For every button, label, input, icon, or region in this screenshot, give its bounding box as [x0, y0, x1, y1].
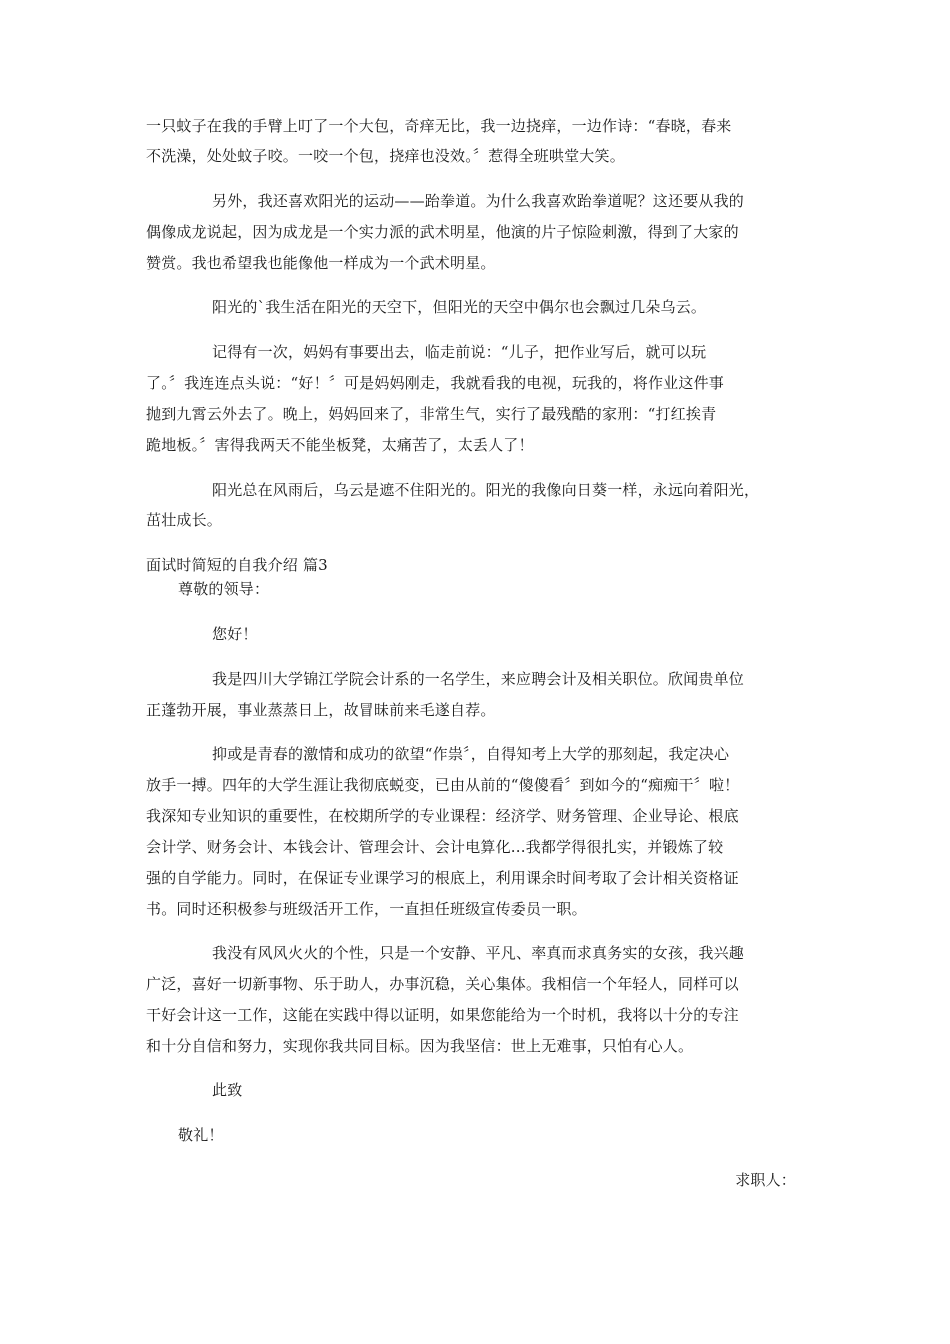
signature-label: 求职人：	[735, 1171, 796, 1189]
section-heading: 面试时简短的自我介绍 篇3	[146, 556, 328, 574]
text-line: 广泛，喜好一切新事物、乐于助人，办事沉稳，关心集体。我相信一个年轻人，同样可以	[146, 975, 739, 993]
paragraph-start: 抑或是青春的激情和成功的欲望“作祟〞，自得知考上大学的那刻起，我定决心	[212, 745, 730, 763]
text-line: 赞赏。我也希望我也能像他一样成为一个武术明星。	[146, 254, 496, 272]
greeting: 您好！	[212, 625, 258, 643]
text-line: 干好会计这一工作，这能在实践中得以证明，如果您能给为一个时机，我将以十分的专注	[146, 1006, 739, 1024]
paragraph-start: 阳光总在风雨后，乌云是遮不住阳光的。阳光的我像向日葵一样，永远向着阳光，	[212, 481, 760, 499]
text-line: 我深知专业知识的重要性，在校期所学的专业课程：经济学、财务管理、企业导论、根底	[146, 807, 739, 825]
paragraph-start: 阳光的`我生活在阳光的天空下，但阳光的天空中偶尔也会飘过几朵乌云。	[212, 298, 707, 316]
closing-line: 此致	[212, 1081, 243, 1099]
text-line: 强的自学能力。同时，在保证专业课学习的根底上，利用课余时间考取了会计相关资格证	[146, 869, 739, 887]
text-line: 会计学、财务会计、本钱会计、管理会计、会计电算化...我都学得很扎实，并锻炼了较	[146, 838, 724, 856]
paragraph-start: 我没有风风火火的个性，只是一个安静、平凡、率真而求真务实的女孩，我兴趣	[212, 944, 745, 962]
text-line: 书。同时还积极参与班级活开工作，一直担任班级宣传委员一职。	[146, 900, 587, 918]
text-line: 和十分自信和努力，实现你我共同目标。因为我坚信：世上无难事，只怕有心人。	[146, 1037, 694, 1055]
text-line: 偶像成龙说起，因为成龙是一个实力派的武术明星，他演的片子惊险刺激，得到了大家的	[146, 223, 739, 241]
text-line: 放手一搏。四年的大学生涯让我彻底蜕变，已由从前的“傻傻看〞到如今的“痴痴干〞啦！	[146, 776, 740, 794]
text-line: 茁壮成长。	[146, 511, 223, 529]
text-line: 跪地板。〞害得我两天不能坐板凳，太痛苦了，太丢人了！	[146, 436, 534, 454]
paragraph-start: 记得有一次，妈妈有事要出去，临走前说：“儿子，把作业写后，就可以玩	[212, 343, 707, 361]
paragraph-start: 我是四川大学锦江学院会计系的一名学生，来应聘会计及相关职位。欣闻贵单位	[212, 670, 745, 688]
text-line: 正蓬勃开展，事业蒸蒸日上，故冒昧前来毛遂自荐。	[146, 701, 496, 719]
salutation: 尊敬的领导：	[178, 580, 270, 598]
paragraph-start: 另外，我还喜欢阳光的运动——跆拳道。为什么我喜欢跆拳道呢？这还要从我的	[212, 192, 745, 210]
text-line: 一只蚊子在我的手臂上叮了一个大包，奇痒无比，我一边挠痒，一边作诗：“春晓，春来	[146, 117, 732, 135]
text-line: 不洗澡，处处蚊子咬。一咬一个包，挠痒也没效。〞惹得全班哄堂大笑。	[146, 147, 625, 165]
closing-regards: 敬礼！	[178, 1126, 224, 1144]
text-line: 了。〞我连连点头说：“好！〞可是妈妈刚走，我就看我的电视，玩我的，将作业这件事	[146, 374, 724, 392]
text-line: 抛到九霄云外去了。晚上，妈妈回来了，非常生气，实行了最残酷的家刑：“打红挨青	[146, 405, 717, 423]
